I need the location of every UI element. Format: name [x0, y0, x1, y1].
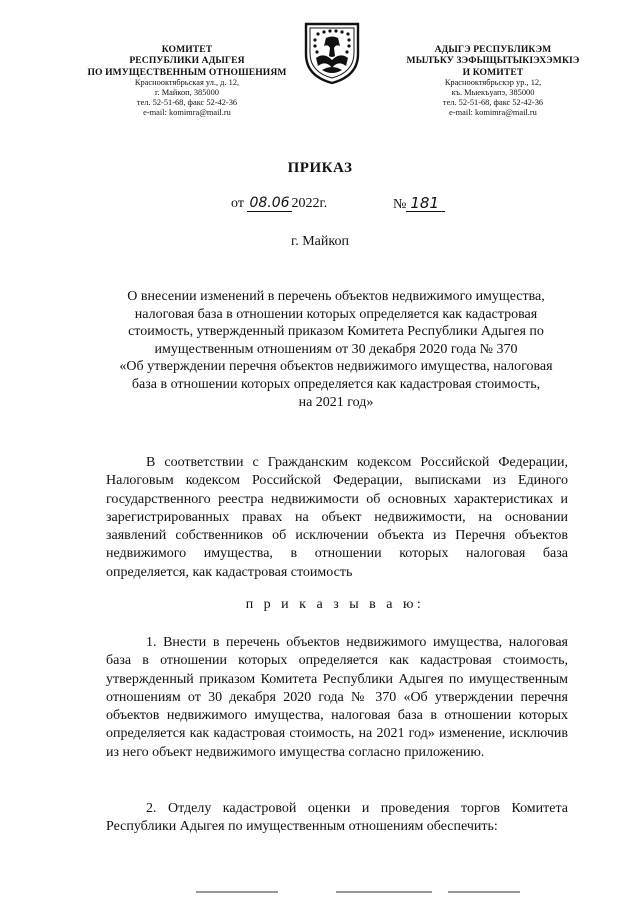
subject-line: О внесении изменений в перечень объектов недвижимого имущества, — [127, 289, 545, 304]
address-line: Краснооктябрьскэр ур., 12, — [444, 77, 542, 87]
subject-line: на 2021 год» — [298, 394, 374, 410]
order-word: п р и к а з ы в а ю: — [245, 597, 425, 612]
subject-line: имущественным отношениям от 30 декабря 2020 года № 370 — [154, 341, 518, 357]
date-prefix: от — [231, 196, 244, 211]
handwritten-number: 181 — [406, 196, 445, 212]
handwritten-date: 08.06 — [249, 195, 290, 211]
org-name-line: И КОМИТЕТ — [462, 66, 524, 78]
item-1-paragraph: 1. Внести в перечень объектов недвижимого имущества, налоговая база в отношении которых определяется как кадастровая стоимость, утвержденный приказом Комитета Республики Адыгея по имущественным отношениям от 30 декабря 2020 года № 370 «Об утверждении перечня объектов недвижимого имущества, налоговая база в отношении которых определяется как кадастровая стоимость, на 2021 год» изменение, исключив из него объект недвижимого имущества согласно приложению. — [106, 635, 568, 760]
org-name-line: КОМИТЕТ — [161, 44, 213, 55]
subject-line: «Об утверждении перечня объектов недвижимого имущества, налоговая — [119, 359, 553, 375]
preamble-paragraph: В соответствии с Гражданским кодексом Российской Федерации, Налоговым кодексом Российской Федерации, выписками из Единого государственного реестра недвижимости об основных характеристиках и зарегистрированных правах на объект недвижимости, на основании заявлений собственников об исключении объекта из Перечня объектов недвижимого имущества, в отношении которых налоговая база определяется, как кадастровая стоимость — [106, 455, 568, 580]
email-line: e-mail: komimra@mail.ru — [143, 107, 231, 117]
item-2-paragraph: 2. Отделу кадастровой оценки и проведения торгов Комитета Республики Адыгея по имущественным отношениям обеспечить: — [106, 801, 568, 835]
subject-line: налоговая база в отношении которых определяется как кадастровая — [134, 306, 538, 322]
date-year: 2022г. — [291, 196, 328, 211]
org-name-line: РЕСПУБЛИКИ АДЫГЕЯ — [129, 55, 245, 67]
footer-rule — [0, 889, 640, 895]
address-line: г. Майкоп, 385000 — [155, 87, 219, 97]
number-prefix: № — [393, 197, 407, 212]
order-date — [231, 196, 327, 212]
order-subject — [108, 288, 564, 411]
address-line: къ. Мыекъуапэ, 385000 — [451, 87, 535, 97]
letterhead-left — [62, 44, 312, 118]
subject-line: стоимость, утвержденный приказом Комитета Республики Адыгея по — [128, 324, 544, 340]
address-line: тел. 52-51-68, факс 52-42-36 — [136, 97, 238, 107]
address-line: Краснооктябрьская ул., д. 12, — [134, 77, 240, 87]
org-name-line: АДЫГЭ РЕСПУБЛИКЭМ — [434, 44, 552, 55]
city: г. Майкоп — [291, 234, 349, 249]
letterhead-right — [368, 44, 618, 118]
order-number — [393, 196, 445, 213]
subject-line: база в отношении которых определяется как кадастровая стоимость, — [131, 376, 541, 392]
document-title: ПРИКАЗ — [287, 160, 353, 176]
org-name-line: ПО ИМУЩЕСТВЕННЫМ ОТНОШЕНИЯМ — [87, 66, 287, 78]
org-name-line: МЫЛЪКУ ЗЭФЫЩЫТЫКIЭХЭМКIЭ — [406, 55, 580, 67]
coat-of-arms-icon — [302, 20, 362, 86]
email-line: e-mail: komimra@mail.ru — [449, 107, 537, 117]
address-line: тел. 52-51-68, факс 52-42-36 — [442, 97, 544, 107]
